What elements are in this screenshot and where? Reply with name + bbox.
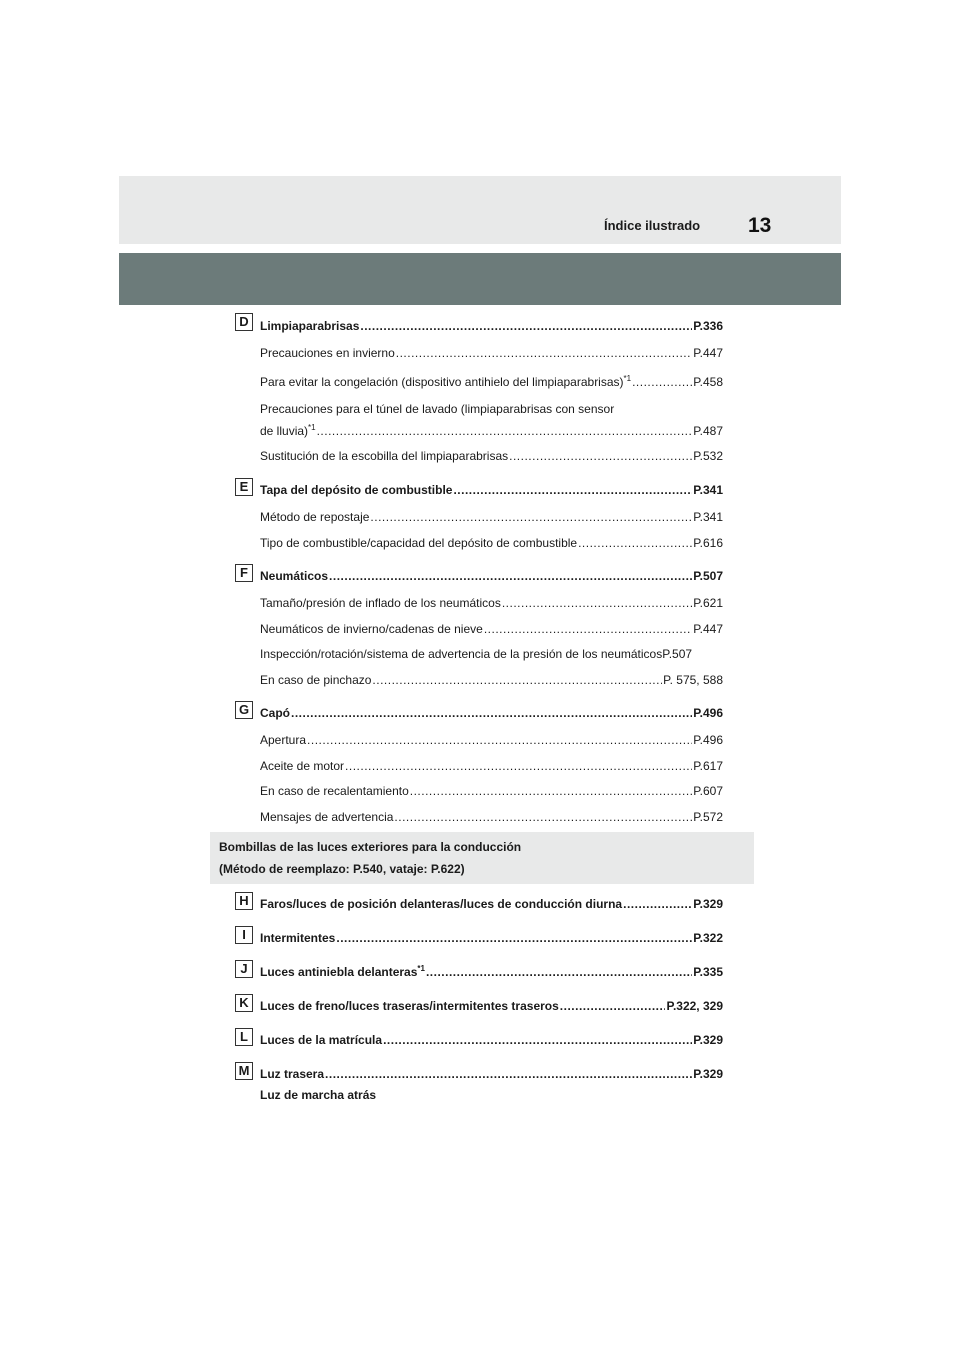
- toc-entry-tunel-line1: Precauciones para el túnel de lavado (limpiaparabrisas con sensor: [260, 402, 615, 416]
- toc-entry-antihielo[interactable]: [260, 375, 723, 390]
- leader-dots: [453, 483, 692, 498]
- toc-entry-antiniebla[interactable]: [260, 965, 723, 980]
- leader-dots: [372, 673, 662, 688]
- leader-dots: [484, 622, 692, 637]
- leader-dots: [509, 449, 692, 464]
- leader-dots: [623, 897, 692, 912]
- toc-entry-tipo-combustible[interactable]: [260, 536, 723, 551]
- bulbs-heading: Bombillas de las luces exteriores para la conducción: [219, 840, 522, 854]
- entry-label-text: Para evitar la congelación (dispositivo antihielo del limpiaparabrisas): [260, 375, 624, 389]
- entry-page: P.329: [693, 1033, 723, 1047]
- entry-label: Luz trasera: [260, 1067, 325, 1081]
- toc-entry-luz-trasera[interactable]: [260, 1067, 723, 1082]
- toc-entry-escobilla[interactable]: [260, 449, 723, 464]
- entry-page: P.341: [693, 483, 723, 497]
- letter-box-h: H: [235, 892, 253, 910]
- entry-label: Tamaño/presión de inflado de los neumáticos: [260, 596, 501, 610]
- entry-page: P.322, 329: [666, 999, 723, 1013]
- toc-entry-tunel-lavado[interactable]: [260, 424, 723, 439]
- entry-label: En caso de recalentamiento: [260, 784, 409, 798]
- toc-entry-neumaticos[interactable]: [260, 569, 723, 584]
- leader-dots: [410, 784, 692, 799]
- entry-label: Intermitentes: [260, 931, 336, 945]
- entry-page: P.572: [693, 810, 723, 824]
- footnote-marker: *1: [308, 423, 316, 432]
- entry-page: P.329: [693, 1067, 723, 1081]
- toc-entry-marcha-atras[interactable]: Luz de marcha atrás: [260, 1088, 377, 1102]
- entry-label: Aceite de motor: [260, 759, 345, 773]
- entry-page: P.341: [693, 510, 723, 524]
- entry-label-text: de lluvia): [260, 424, 309, 438]
- entry-label: Tapa del depósito de combustible: [260, 483, 453, 497]
- toc-entry-tapa-deposito[interactable]: [260, 483, 723, 498]
- entry-page: P.496: [693, 733, 723, 747]
- entry-page: P.617: [693, 759, 723, 773]
- toc-entry-aceite-motor[interactable]: [260, 759, 723, 774]
- entry-label-text: Luces antiniebla delanteras: [260, 965, 418, 979]
- page-number: 13: [748, 214, 772, 237]
- letter-box-l: L: [235, 1028, 253, 1046]
- entry-label: Capó: [260, 706, 290, 720]
- entry-page: P.336: [693, 319, 723, 333]
- entry-label: Limpiaparabrisas: [260, 319, 360, 333]
- entry-label: Luces de la matrícula: [260, 1033, 383, 1047]
- entry-page: P. 575, 588: [663, 673, 723, 687]
- toc-entry-presion-inflado[interactable]: [260, 596, 723, 611]
- entry-label: Apertura: [260, 733, 307, 747]
- leader-dots: [336, 931, 692, 946]
- toc-entry-apertura[interactable]: [260, 733, 723, 748]
- entry-label: Inspección/rotación/sistema de advertencia de la presión de los neumáticos: [260, 647, 663, 661]
- leader-dots: [560, 999, 666, 1014]
- leader-dots: [394, 810, 692, 825]
- toc-entry-mensajes-advertencia[interactable]: [260, 810, 723, 825]
- entry-page: P.329: [693, 897, 723, 911]
- letter-box-g: G: [235, 701, 253, 719]
- entry-label: En caso de pinchazo: [260, 673, 372, 687]
- entry-label: Método de repostaje: [260, 510, 370, 524]
- entry-page: P.532: [693, 449, 723, 463]
- toc-entry-faros[interactable]: [260, 897, 723, 912]
- entry-page: P.507: [662, 647, 693, 661]
- toc-entry-matricula[interactable]: [260, 1033, 723, 1048]
- leader-dots: [345, 759, 692, 774]
- letter-box-m: M: [235, 1062, 253, 1080]
- entry-label: Neumáticos de invierno/cadenas de nieve: [260, 622, 483, 636]
- footnote-marker: *1: [623, 374, 632, 383]
- entry-label: [260, 965, 425, 980]
- leader-dots: [632, 375, 692, 390]
- leader-dots: [370, 510, 692, 525]
- leader-dots: [383, 1033, 692, 1048]
- leader-dots: [396, 346, 692, 361]
- leader-dots: [325, 1067, 692, 1082]
- toc-entry-capo[interactable]: [260, 706, 723, 721]
- toc-entry-recalentamiento[interactable]: [260, 784, 723, 799]
- entry-page: P.447: [693, 346, 723, 360]
- leader-dots: [307, 733, 692, 748]
- entry-page: P.335: [693, 965, 723, 979]
- header-title: Índice ilustrado: [604, 218, 701, 233]
- bulbs-subheading: (Método de reemplazo: P.540, vataje: P.622): [219, 862, 465, 876]
- leader-dots: [578, 536, 692, 551]
- toc-entry-inspeccion-rotacion[interactable]: [260, 647, 723, 662]
- entry-label: Tipo de combustible/capacidad del depósito de combustible: [260, 536, 578, 550]
- toc-entry-intermitentes[interactable]: [260, 931, 723, 946]
- toc-entry-precauciones-invierno[interactable]: [260, 346, 723, 361]
- entry-label: Sustitución de la escobilla del limpiaparabrisas: [260, 449, 509, 463]
- entry-page: P.621: [693, 596, 723, 610]
- entry-page: P.322: [693, 931, 723, 945]
- entry-page: P.487: [693, 424, 723, 438]
- entry-label: [260, 424, 316, 439]
- letter-box-d: D: [235, 313, 253, 331]
- entry-label: [260, 375, 631, 390]
- letter-box-f: F: [235, 564, 253, 582]
- entry-page: P.458: [693, 375, 723, 389]
- toc-entry-neumaticos-invierno[interactable]: [260, 622, 723, 637]
- entry-label: Mensajes de advertencia: [260, 810, 394, 824]
- leader-dots: [291, 706, 692, 721]
- toc-entry-luces-freno[interactable]: [260, 999, 723, 1014]
- leader-dots: [426, 965, 692, 980]
- entry-page: P.607: [693, 784, 723, 798]
- entry-page: P.496: [693, 706, 723, 720]
- letter-box-i: I: [235, 926, 253, 944]
- leader-dots: [502, 596, 692, 611]
- leader-dots: [329, 569, 692, 584]
- entry-page: P.616: [693, 536, 723, 550]
- entry-label: Neumáticos: [260, 569, 329, 583]
- toc-entry-pinchazo[interactable]: [260, 673, 723, 688]
- leader-dots: [317, 424, 693, 439]
- toc-entry-repostaje[interactable]: [260, 510, 723, 525]
- entry-label: Faros/luces de posición delanteras/luces de conducción diurna: [260, 897, 623, 911]
- footnote-marker: *1: [417, 964, 425, 973]
- leader-dots: [360, 319, 692, 334]
- entry-page: P.507: [693, 569, 723, 583]
- letter-box-k: K: [235, 994, 253, 1012]
- letter-box-e: E: [235, 478, 253, 496]
- entry-page: P.447: [693, 622, 723, 636]
- entry-label: Precauciones en invierno: [260, 346, 395, 360]
- letter-box-j: J: [235, 960, 253, 978]
- toc-entry-limpiaparabrisas[interactable]: [260, 319, 723, 334]
- entry-label: Luces de freno/luces traseras/intermitentes traseros: [260, 999, 559, 1013]
